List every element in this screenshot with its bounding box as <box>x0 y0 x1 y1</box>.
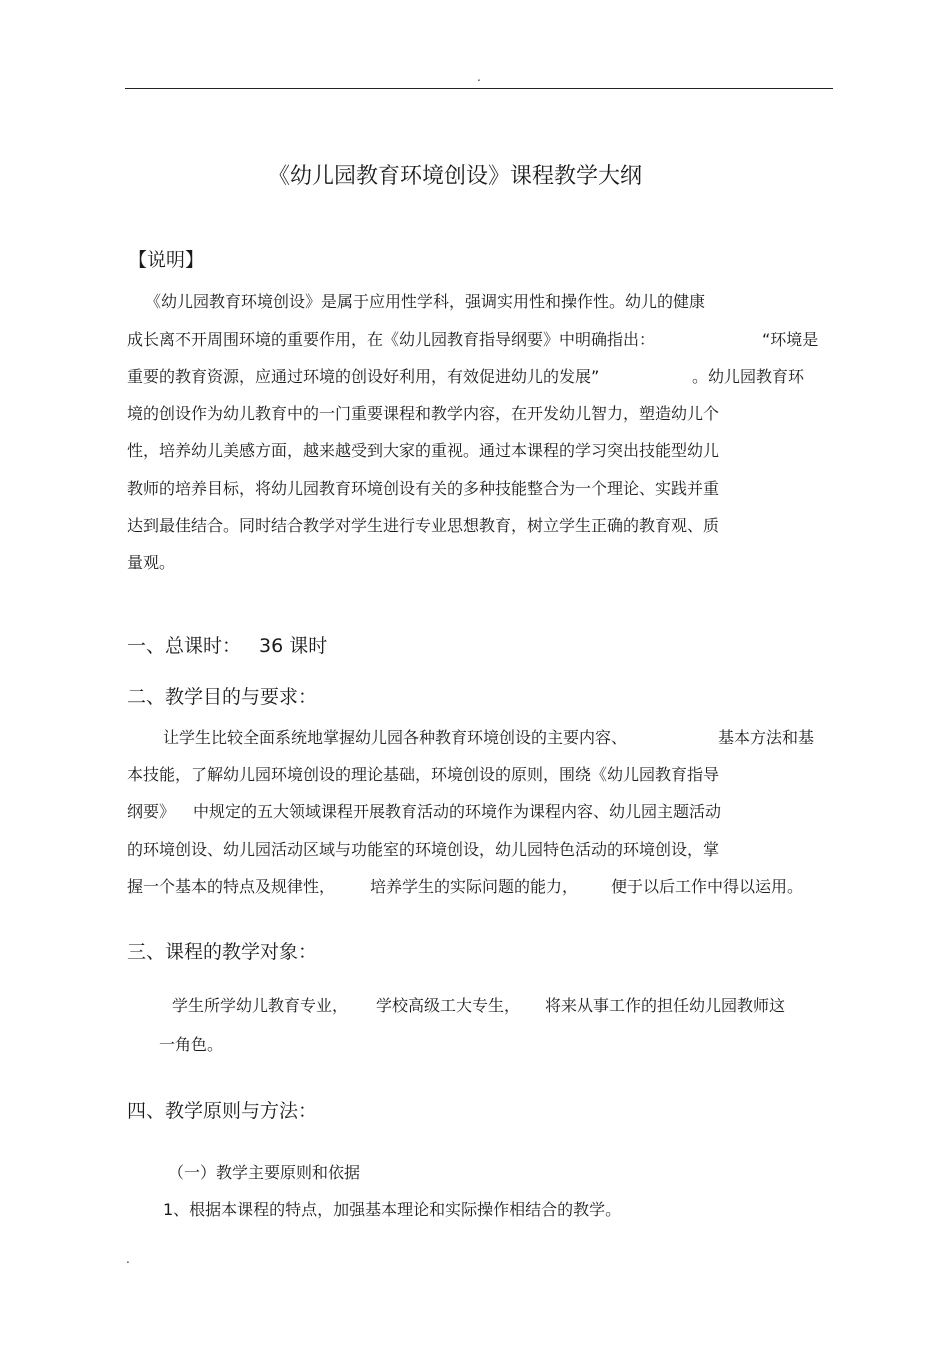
section1-heading: 一、总课时： <box>127 635 242 657</box>
section3-line-1a: 学生所学幼儿教育专业， <box>172 996 349 1015</box>
intro-line-1: 《幼儿园教育环境创设》是属于应用性学科，强调实用性和操作性。幼儿的健康 <box>145 292 706 311</box>
section3-line-2: 一角色。 <box>159 1035 224 1054</box>
section2-line-3a: 纲要》 <box>127 802 176 821</box>
intro-line-5: 性，培养幼儿美感方面，越来越受到大家的重视。通过本课程的学习突出技能型幼儿 <box>127 441 720 460</box>
intro-line-2b: “环境是 <box>762 330 819 349</box>
intro-heading: 【说明】 <box>128 249 205 271</box>
section3-line-1b: 学校高级工大专生， <box>376 996 521 1015</box>
section2-line-5b: 培养学生的实际问题的能力， <box>370 877 579 896</box>
header-rule <box>125 88 833 89</box>
document-title: 《幼儿园教育环境创设》课程教学大纲 <box>268 164 643 189</box>
section2-line-1: 让学生比较全面系统地掌握幼儿园各种教育环境创设的主要内容、 <box>163 728 628 747</box>
section2-line-2: 本技能，了解幼儿园环境创设的理论基础，环境创设的原则，围绕《幼儿园教育指导 <box>127 765 720 784</box>
section2-heading: 二、教学目的与要求： <box>127 686 318 708</box>
section2-line-5c: 便于以后工作中得以运用。 <box>611 877 804 896</box>
intro-line-3b: 。幼儿园教育环 <box>692 367 805 386</box>
section2-line-3b: 中规定的五大领域课程开展教育活动的环境作为课程内容、幼儿园主题活动 <box>193 802 722 821</box>
intro-line-4: 境的创设作为幼儿教育中的一门重要课程和教学内容，在开发幼儿智力，塑造幼儿个 <box>127 404 720 423</box>
section1-hours: 36 课时 <box>259 635 328 657</box>
intro-line-7: 达到最佳结合。同时结合教学对学生进行专业思想教育，树立学生正确的教育观、质 <box>127 516 720 535</box>
section2-line-4: 的环境创设、幼儿园活动区域与功能室的环境创设，幼儿园特色活动的环境创设，掌 <box>127 840 720 859</box>
section4-item-1: 1、根据本课程的特点，加强基本理论和实际操作相结合的教学。 <box>163 1200 622 1219</box>
intro-line-8: 量观。 <box>127 553 176 572</box>
section2-line-5a: 握一个基本的特点及规律性， <box>127 877 336 896</box>
footer-dot: . <box>126 1252 130 1266</box>
section2-line-1b: 基本方法和基 <box>718 728 815 747</box>
section3-heading: 三、课程的教学对象： <box>127 941 318 963</box>
section3-line-1c: 将来从事工作的担任幼儿园教师这 <box>545 996 786 1015</box>
section4-subheading: （一）教学主要原则和依据 <box>168 1163 361 1182</box>
intro-line-2: 成长离不开周围环境的重要作用，在《幼儿园教育指导纲要》中明确指出： <box>127 330 656 349</box>
intro-line-3: 重要的教育资源，应通过环境的创设好利用，有效促进幼儿的发展” <box>127 367 600 386</box>
header-dot: . <box>477 70 481 84</box>
section4-heading: 四、教学原则与方法： <box>127 1100 318 1122</box>
intro-line-6: 教师的培养目标，将幼儿园教育环境创设有关的多种技能整合为一个理论、实践并重 <box>127 479 720 498</box>
